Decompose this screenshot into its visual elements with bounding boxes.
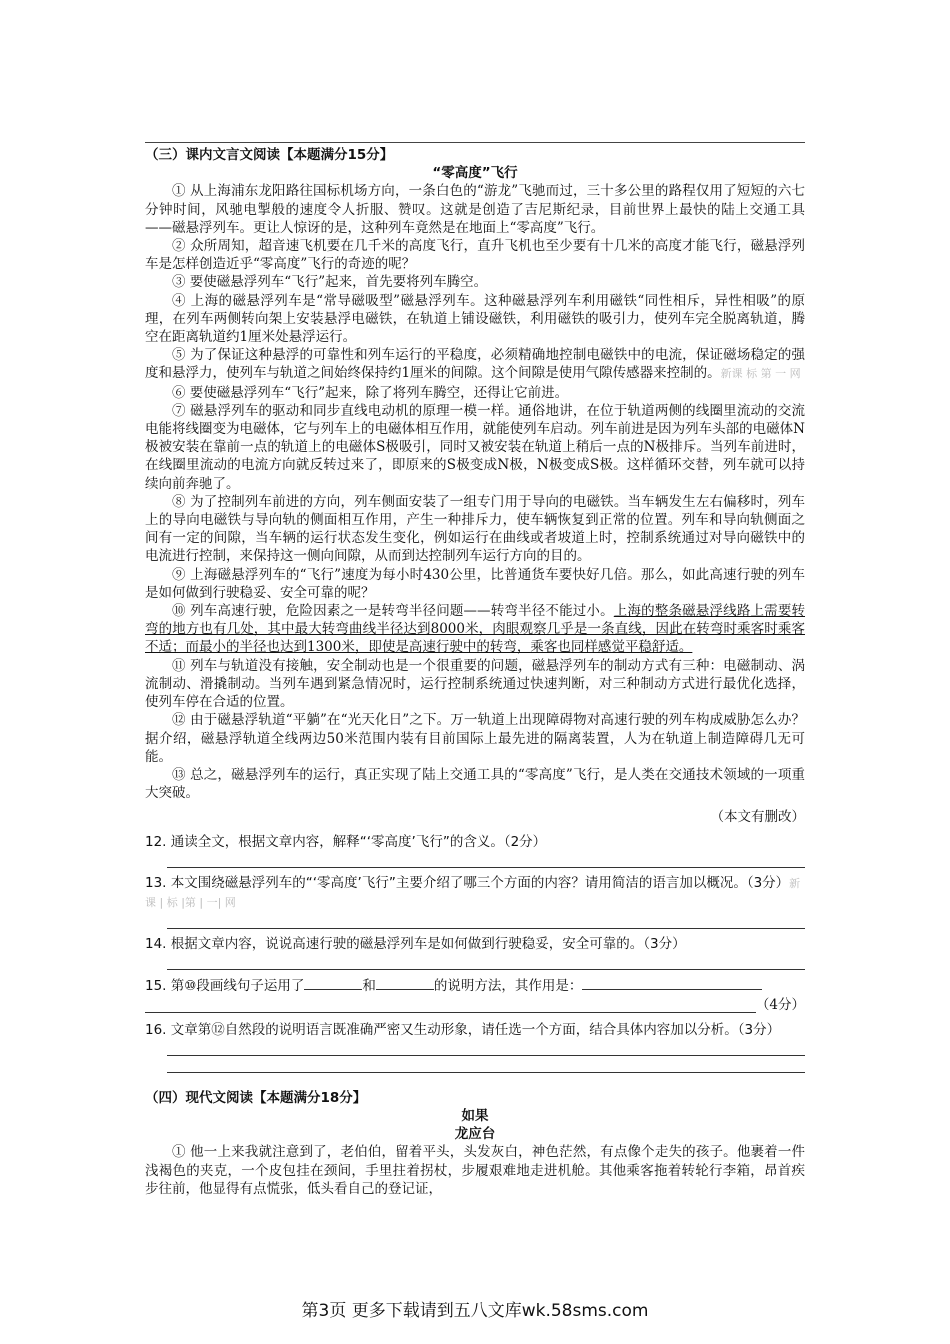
question-15-part-a: 15. 第⑩段画线句子运用了: [145, 978, 305, 995]
paragraph-6: ⑥ 要使磁悬浮列车“飞行”起来，除了将列车腾空，还得让它前进。: [172, 384, 569, 401]
section4-heading: （四）现代文阅读【本题满分18分】: [145, 1089, 367, 1106]
answer-line-13[interactable]: [167, 914, 805, 929]
essay-paragraph-1: ① 他一上来我就注意到了，老伯伯，留着平头，头发灰白，神色茫然，有点像个走失的孩子。他裹着一件浅褐色的夹克，一个皮包挂在颈间，手里拄着拐杖，步履艰难地走进机舱。其他乘客拖着转轮行李箱，昂首疾步往前，他显得有点慌张，低头看自己的登记证，: [145, 1144, 805, 1197]
paragraph-7: ⑦ 磁悬浮列车的驱动和同步直线电动机的原理一模一样。通俗地讲，在位于轨道两侧的线圈里流动的交流电能将线圈变为电磁体，它与列车上的电磁体相互作用，就能使列车启动。列车前进是因为列车头部的电磁体N极被安装在靠前一点的轨道上的电磁体S极吸引，同时又被安装在轨道上稍后一点的N极排斥。当列车前进时，在线圈里流动的电流方向就反转过来了，即原来的S极变成N极，N极变成S极。这样循环交替，列车就可以持续向前奔驰了。: [145, 402, 805, 492]
paragraph-11: ⑪ 列车与轨道没有接触，安全制动也是一个很重要的问题，磁悬浮列车的制动方式有三种：电磁制动、涡流制动、滑撬制动。当列车遇到紧急情况时，运行控制系统通过快速判断，对三种制动方式进行最优化选择，使列车停在合适的位置。: [145, 657, 805, 711]
essay-title: 如果: [461, 1107, 489, 1124]
source-note: （本文有删改）: [710, 809, 805, 826]
article-title: “零高度”飞行: [432, 165, 518, 182]
answer-line-12[interactable]: [167, 853, 805, 868]
paragraph-10-underlined: 上海的整条磁悬浮线路上需要转弯的地方也有几处，其中最大转弯曲线半径达到8000米，肉眼观察几乎是一条直线，因此在转弯时乘客时乘客不适；而最小的半径也达到1300米，即使是高速行驶中的转弯，乘客也同样感觉平稳舒适。: [145, 603, 806, 656]
answer-line-16a[interactable]: [167, 1041, 805, 1056]
blank-method-1[interactable]: [304, 976, 362, 990]
paragraph-5-text: ⑤ 为了保证这种悬浮的可靠性和列车运行的平稳度，必须精确地控制电磁铁中的电流，保证磁场稳定的强度和悬浮力，使列车与轨道之间始终保持约1厘米的间隙。这个间隙是使用气隙传感器来控制的。: [145, 347, 805, 382]
paragraph-10-plain: ⑩ 列车高速行驶，危险因素之一是转弯半径问题——转弯半径不能过小。: [172, 603, 614, 620]
paragraph-13: ⑬ 总之，磁悬浮列车的运行，真正实现了陆上交通工具的“零高度”飞行，是人类在交通技术领域的一项重大突破。: [145, 766, 805, 802]
answer-line-16b[interactable]: [167, 1058, 805, 1073]
paragraph-9: ⑨ 上海磁悬浮列车的“飞行”速度为每小时430公里，比普通货车要快好几倍。那么，如此高速行驶的列车是如何做到行驶稳妥、安全可靠的呢？: [145, 566, 805, 601]
top-rule: [145, 142, 805, 143]
question-13: [145, 874, 805, 912]
question-15-score-row: [145, 996, 805, 1015]
essay-author: 龙应台: [454, 1126, 496, 1143]
answer-line-14[interactable]: [167, 955, 805, 970]
paragraph-3: ③ 要使磁悬浮列车“飞行”起来，首先要将列车腾空。: [172, 274, 488, 291]
paragraph-1: ① 从上海浦东龙阳路往国标机场方向，一条白色的“游龙”飞驰而过，三十多公里的路程仅用了短短的六七分钟时间，风驰电掣般的速度令人折服、赞叹。这就是创造了吉尼斯纪录，目前世界上最快的陆上交通工具——磁悬浮列车。更让人惊讶的是，这种列车竟然是在地面上“零高度”飞行。: [145, 183, 805, 236]
paragraph-4: ④ 上海的磁悬浮列车是“常导磁吸型”磁悬浮列车。这种磁悬浮列车利用磁铁“同性相斥，异性相吸”的原理，在列车两侧转向架上安装悬浮电磁铁，在轨道上铺设磁铁，利用磁铁的吸引力，使列车完全脱离轨道，腾空在距离轨道约1厘米处悬浮运行。: [145, 292, 805, 346]
question-13-text: 13. 本文围绕磁悬浮列车的“‘零高度’飞行”主要介绍了哪三个方面的内容？请用简洁的语言加以概况。（3分）: [145, 874, 790, 891]
watermark: 新课 标 第 一 网: [720, 367, 801, 381]
question-15-part-c: 的说明方法，其作用是：: [433, 978, 583, 995]
paragraph-8: ⑧ 为了控制列车前进的方向，列车侧面安装了一组专门用于导向的电磁铁。当车辆发生左右偏移时，列车上的导向电磁铁与导向轨的侧面相互作用，产生一种排斥力，使车辆恢复到正常的位置。列车和导向轨侧面之间有一定的间隙，当车辆的运行状态发生变化，例如运行在曲线或者坡道上时，控制系统通过对导向磁铁中的电流进行控制，来保持这一侧向间隙，从而到达控制列车运行方向的目的。: [145, 493, 805, 565]
question-15: [145, 976, 805, 995]
question-15-part-b: 和: [362, 978, 376, 995]
page-footer: 第3页 更多下载请到五八文库wk.58sms.com: [301, 1301, 649, 1321]
question-15-score: （4分）: [755, 997, 805, 1014]
question-16: 16. 文章第⑫自然段的说明语言既准确严密又生动形象，请任选一个方面，结合具体内容加以分析。（3分）: [145, 1021, 781, 1038]
answer-line-15[interactable]: [145, 998, 756, 1013]
paragraph-10: [145, 602, 805, 657]
question-14: 14. 根据文章内容，说说高速行驶的磁悬浮列车是如何做到行驶稳妥，安全可靠的。（3分）: [145, 936, 686, 953]
paragraph-2: ② 众所周知，超音速飞机要在几千米的高度飞行，直升飞机也至少要有十几米的高度才能飞行，磁悬浮列车是怎样创造近乎“零高度”飞行的奇迹的呢？: [145, 238, 805, 273]
question-12: 12. 通读全文，根据文章内容，解释“‘零高度’飞行”的含义。（2分）: [145, 833, 547, 850]
watermark: 新 课 | 标 |第 | 一| 网: [145, 876, 801, 909]
section3-heading: （三）课内文言文阅读【本题满分15分】: [145, 147, 394, 163]
blank-effect[interactable]: [582, 976, 762, 990]
blank-method-2[interactable]: [376, 976, 434, 990]
paragraph-12: ⑫ 由于磁悬浮轨道“平躺”在“光天化日”之下。万一轨道上出现障碍物对高速行驶的列车构成威胁怎么办？据介绍，磁悬浮轨道全线两边50米范围内装有目前国际上最先进的隔离装置，人为在轨道上制造障碍几无可能。: [145, 712, 805, 765]
document-page: [145, 146, 805, 1198]
paragraph-5: [145, 346, 805, 383]
